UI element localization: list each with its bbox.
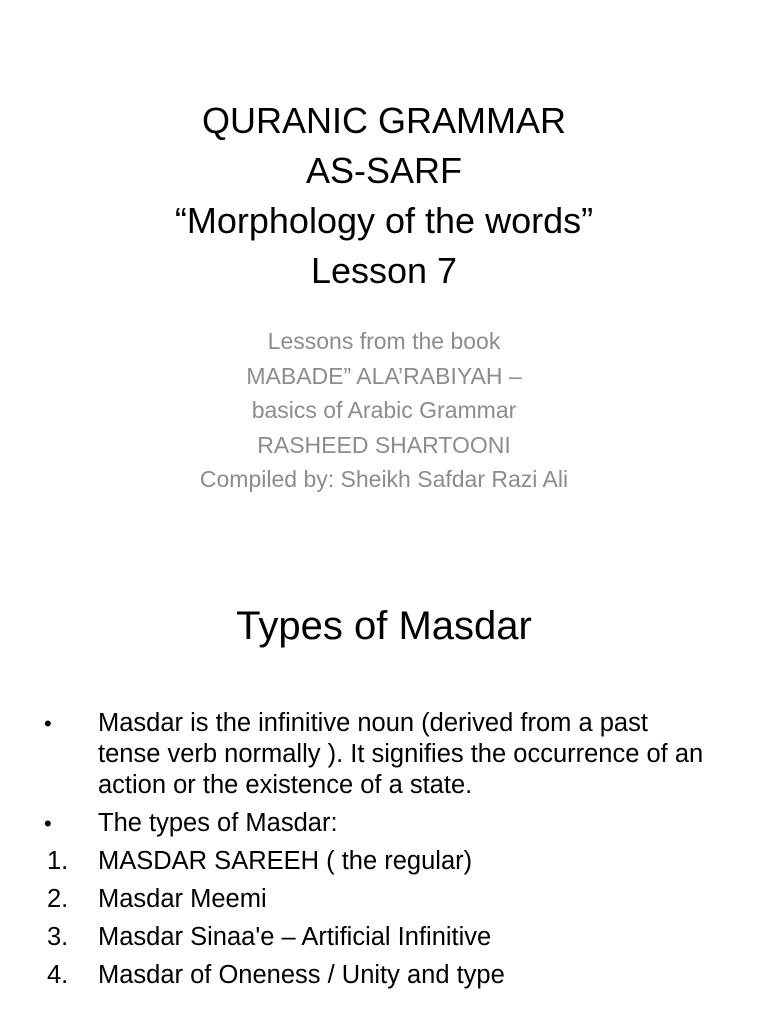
number-marker: 3. [47, 923, 69, 951]
number-marker: 4. [47, 961, 69, 989]
bullet-marker: • [44, 811, 52, 836]
subtitle-line-book-desc: basics of Arabic Grammar [251, 397, 517, 423]
content-slide [0, 560, 768, 1024]
subtitle-line-author: RASHEED SHARTOONI [257, 431, 511, 458]
list-item [0, 708, 768, 801]
list-item-text: The types of Masdar: [98, 809, 338, 837]
list-item [0, 884, 768, 915]
list-item-text: Masdar Meemi [98, 885, 267, 913]
number-marker: 2. [47, 885, 69, 913]
subtitle-line-source: Lessons from the book [267, 328, 501, 354]
list-item-text: Masdar of Oneness / Unity and type [98, 961, 505, 989]
subtitle-line-compiler: Compiled by: Sheikh Safdar Razi Ali [199, 466, 569, 492]
number-marker: 1. [47, 847, 69, 875]
subtitle-line-book: MABADE” ALA’RABIYAH – [246, 362, 522, 389]
list-item [0, 922, 768, 953]
slide-heading: Types of Masdar [236, 604, 532, 648]
list-item [0, 846, 768, 877]
list-item-text: Masdar is the infinitive noun (derived from a past tense verb normally ). It signifies the occurrence of an action or the existence of a state. [98, 709, 704, 799]
slide-subtitle [0, 324, 768, 497]
list-item [0, 808, 768, 839]
bullet-marker: • [44, 711, 52, 736]
title-line-subject: AS-SARF [305, 150, 463, 191]
title-line-topic: “Morphology of the words” [174, 200, 594, 241]
list-item-text: Masdar Sinaa'e – Artificial Infinitive [98, 923, 492, 951]
slide-title [0, 96, 768, 296]
list-item-text: MASDAR SAREEH ( the regular) [98, 847, 473, 875]
content-list [0, 708, 768, 998]
list-item [0, 960, 768, 991]
title-line-lesson: Lesson 7 [310, 250, 458, 291]
title-line-course: QURANIC GRAMMAR [201, 100, 566, 141]
